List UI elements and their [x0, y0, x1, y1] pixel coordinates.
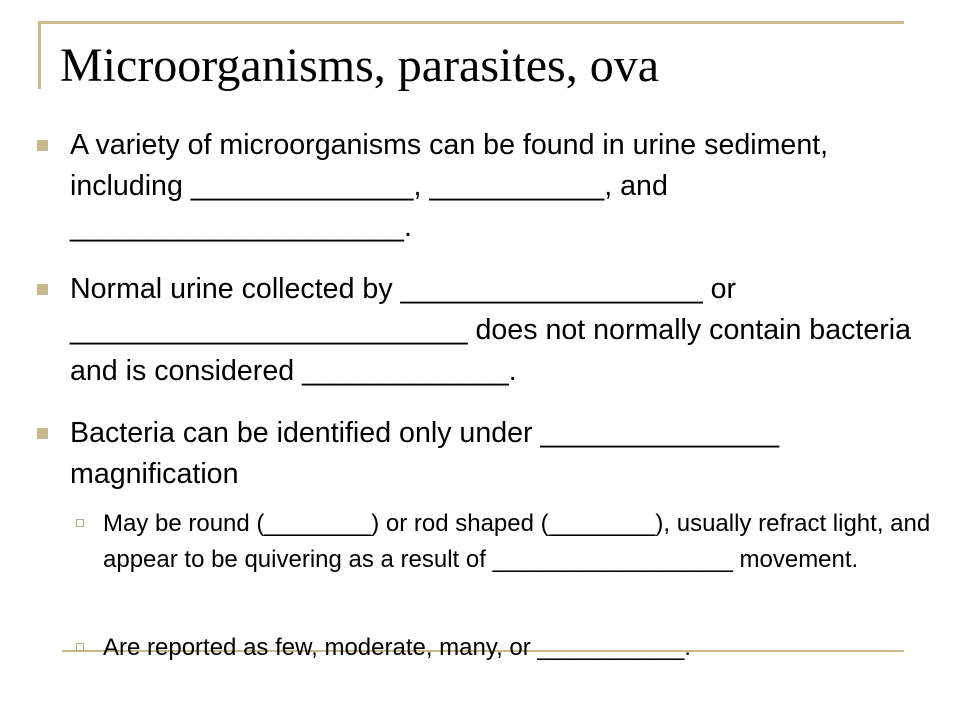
bullet-item [70, 125, 936, 248]
sub-bullet-item [103, 630, 943, 666]
hollow-square-bullet-icon [76, 519, 84, 527]
bullet-item [70, 269, 936, 392]
bullet-text: Normal urine collected by ___________________ or _________________________ does not normally contain bacteria and is considered _____________. [70, 273, 912, 387]
slide-title: Microorganisms, parasites, ova [60, 39, 659, 92]
square-bullet-icon [37, 140, 48, 151]
bullet-item [70, 413, 936, 495]
sub-bullet-text: Are reported as few, moderate, many, or ___________. [103, 634, 691, 661]
bullet-text: Bacteria can be identified only under _______________ magnification [70, 417, 780, 490]
bullet-text: A variety of microorganisms can be found in urine sediment, including ______________, ___________, and _____________________. [70, 129, 829, 243]
sub-bullet-text: May be round (________) or rod shaped (________), usually refract light, and appear to be quivering as a result of __________________ movement. [103, 510, 931, 573]
square-bullet-icon [37, 428, 48, 439]
sub-bullet-item [103, 506, 943, 578]
square-bullet-icon [37, 284, 48, 295]
hollow-square-bullet-icon [76, 643, 84, 651]
